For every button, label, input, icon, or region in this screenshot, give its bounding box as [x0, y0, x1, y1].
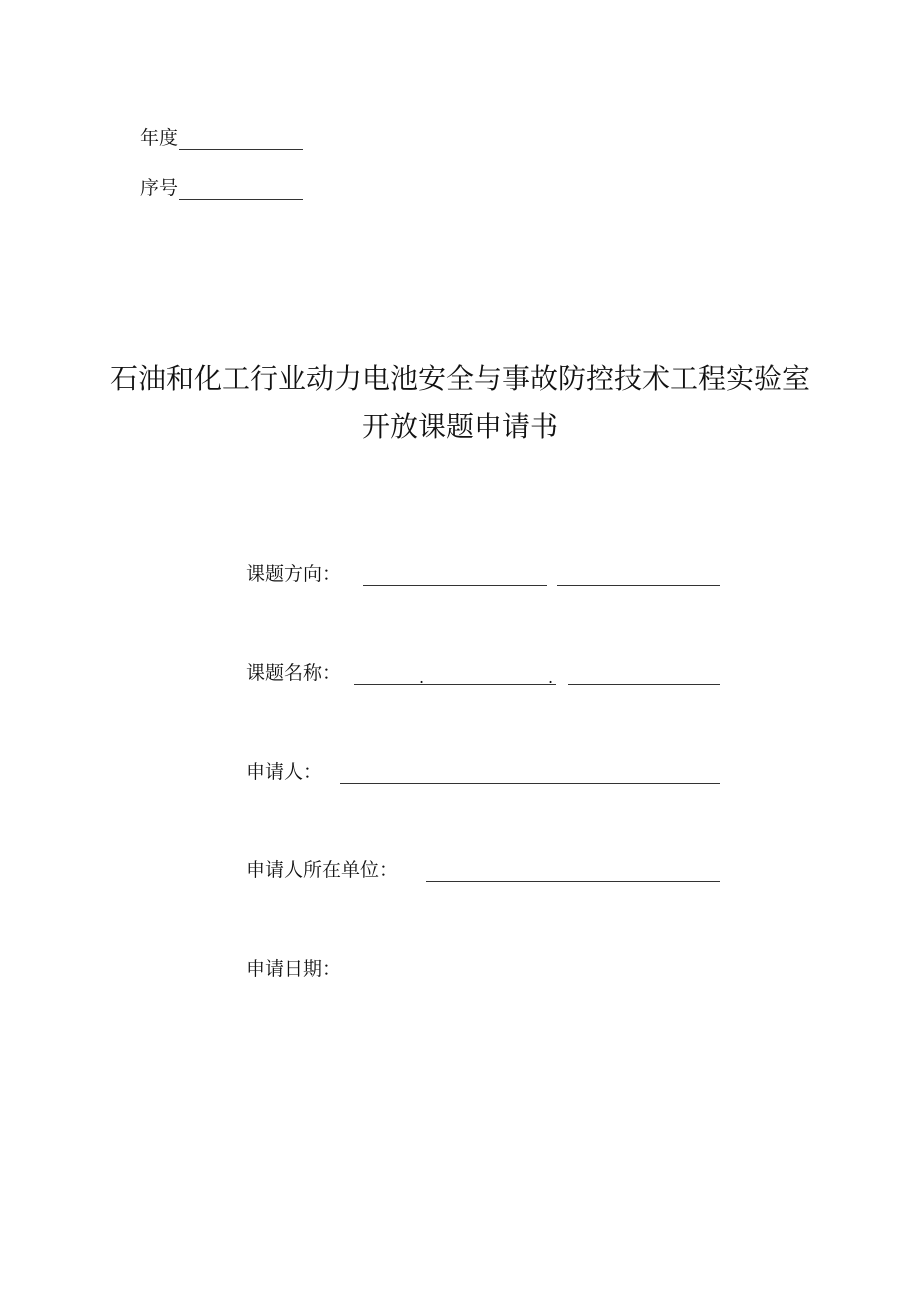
topic-name-blank-1[interactable]: [354, 684, 556, 685]
document-title: 石油和化工行业动力电池安全与事故防控技术工程实验室: [109, 362, 810, 395]
application-date-row: [246, 955, 720, 983]
topic-direction-blank-2[interactable]: [557, 585, 720, 586]
serial-blank[interactable]: [179, 181, 303, 200]
topic-name-dot-2: .: [548, 668, 554, 687]
topic-direction-blank-1[interactable]: [363, 585, 547, 586]
serial-label: 序号: [140, 177, 179, 199]
applicant-unit-blank[interactable]: [426, 881, 720, 882]
topic-name-row: [246, 659, 720, 687]
topic-name-blank-2[interactable]: [568, 684, 720, 685]
year-row: [140, 126, 303, 150]
topic-direction-row: [246, 560, 720, 588]
application-date-label: 申请日期：: [246, 958, 342, 980]
year-blank[interactable]: [179, 131, 303, 150]
topic-name-dot-1: .: [419, 668, 425, 687]
document-subtitle: 开放课题申请书: [361, 410, 558, 443]
topic-name-label: 课题名称：: [246, 662, 342, 684]
applicant-blank[interactable]: [340, 783, 720, 784]
applicant-unit-row: [246, 856, 720, 884]
serial-row: [140, 176, 303, 200]
topic-direction-label: 课题方向：: [246, 563, 342, 585]
applicant-label: 申请人：: [246, 761, 323, 783]
applicant-unit-label: 申请人所在单位：: [246, 859, 399, 881]
year-label: 年度: [140, 127, 179, 149]
applicant-row: [246, 758, 720, 786]
